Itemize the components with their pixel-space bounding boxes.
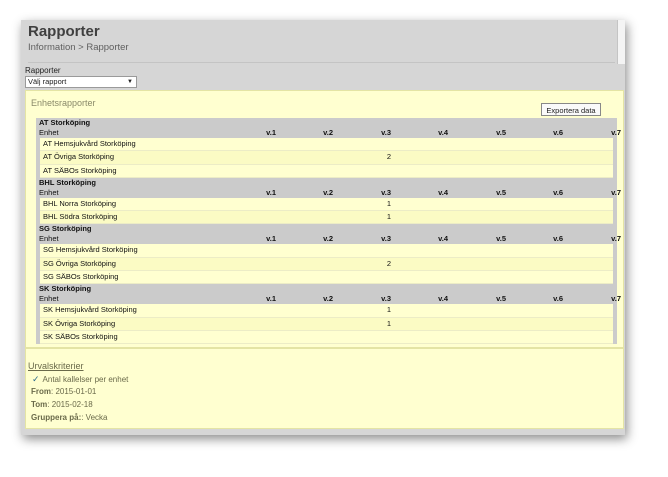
table-header-row	[36, 294, 621, 304]
unit-reports-panel	[25, 90, 624, 348]
group-by-label: Gruppera på:	[31, 413, 82, 422]
panel-title: Enhetsrapporter	[31, 98, 96, 108]
week-column-header: v.5	[496, 187, 506, 197]
week-column-header: v.4	[438, 234, 448, 244]
table-row	[40, 304, 613, 317]
divider	[28, 62, 615, 63]
unit-name: SG Övriga Storköping	[43, 258, 116, 268]
table-header-row	[36, 187, 621, 198]
week-column-header: v.6	[553, 128, 563, 137]
week-column-header: v.7	[611, 294, 621, 304]
report-select-label: Rapporter	[25, 66, 61, 75]
week-column-header: v.1	[266, 128, 276, 137]
week-column-header: v.7	[611, 187, 621, 197]
table-row	[40, 198, 613, 211]
week-column-header: v.1	[266, 187, 276, 197]
unit-name: BHL Södra Storköping	[43, 212, 118, 222]
table-row	[40, 271, 613, 284]
week-column-header: v.6	[553, 294, 563, 304]
week-column-header: v.2	[323, 234, 333, 244]
table-row	[40, 258, 613, 271]
week-column-header: v.3	[381, 294, 391, 304]
week-column-header: v.3	[381, 234, 391, 244]
week-value: 1	[386, 318, 391, 328]
unit-name: BHL Norra Storköping	[43, 198, 117, 208]
criteria-title[interactable]: Urvalskriterier	[28, 361, 84, 371]
checkmark-icon: ✓	[32, 374, 40, 384]
group-title: AT Storköping	[39, 118, 91, 127]
week-column-header: v.6	[553, 187, 563, 197]
week-column-header: v.4	[438, 128, 448, 137]
tom-value: : 2015-02-18	[47, 400, 93, 409]
week-column-header: v.2	[323, 128, 333, 137]
table-row	[40, 211, 613, 224]
week-column-header: v.4	[438, 187, 448, 197]
table-header-row	[36, 128, 621, 138]
export-data-button[interactable]: Exportera data	[541, 103, 601, 116]
week-column-header: v.7	[611, 128, 621, 137]
group-title: SK Storköping	[39, 284, 92, 294]
table-row	[40, 151, 613, 164]
table-row	[40, 318, 613, 331]
week-column-header: v.4	[438, 294, 448, 304]
week-column-header: v.5	[496, 294, 506, 304]
chevron-down-icon: ▼	[127, 79, 133, 85]
week-value: 1	[386, 212, 391, 222]
week-column-header: v.3	[381, 187, 391, 197]
criteria-from	[31, 387, 96, 396]
criteria-checked-item	[32, 374, 128, 385]
week-column-header: v.7	[611, 234, 621, 244]
report-select-value: Välj rapport	[28, 77, 67, 86]
criteria-tom	[31, 400, 93, 409]
unit-column-header: Enhet	[39, 234, 59, 244]
from-value: : 2015-01-01	[51, 387, 97, 396]
unit-name: SK Övriga Storköping	[43, 318, 116, 328]
unit-column-header: Enhet	[39, 294, 59, 304]
table-row	[40, 138, 613, 151]
table-row	[40, 244, 613, 257]
unit-name: SG Hemsjukvård Storköping	[43, 245, 138, 255]
table-row	[40, 165, 613, 178]
app-window	[21, 20, 625, 435]
unit-name: AT Övriga Storköping	[43, 152, 115, 162]
breadcrumb[interactable]: Information > Rapporter	[28, 42, 129, 53]
week-column-header: v.5	[496, 128, 506, 137]
criteria-checked-label: Antal kallelser per enhet	[42, 375, 129, 384]
table-header-row	[36, 234, 621, 244]
selection-criteria-panel	[25, 348, 624, 429]
week-column-header: v.2	[323, 187, 333, 197]
unit-name: SK Hemsjukvård Storköping	[43, 305, 137, 315]
report-select[interactable]	[25, 76, 137, 88]
table-row	[40, 331, 613, 344]
unit-name: SG SÄBOs Storköping	[43, 272, 119, 282]
unit-column-header: Enhet	[39, 187, 59, 197]
unit-name: SK SÄBOs Storköping	[43, 331, 118, 341]
week-value: 1	[386, 305, 391, 315]
group-title: SG Storköping	[39, 224, 92, 234]
report-table	[36, 118, 621, 344]
scrollbar[interactable]	[617, 20, 625, 64]
group-by-value: : Vecka	[81, 413, 108, 422]
week-column-header: v.5	[496, 234, 506, 244]
unit-column-header: Enhet	[39, 128, 59, 137]
week-value: 1	[386, 198, 391, 208]
unit-name: AT SÄBOs Storköping	[43, 165, 117, 175]
week-value: 2	[386, 152, 391, 162]
from-label: From	[31, 387, 51, 396]
week-value: 2	[386, 258, 391, 268]
group-title: BHL Storköping	[39, 177, 96, 187]
week-column-header: v.2	[323, 294, 333, 304]
week-column-header: v.6	[553, 234, 563, 244]
week-column-header: v.1	[266, 234, 276, 244]
week-column-header: v.3	[381, 128, 391, 137]
tom-label: Tom	[31, 400, 48, 409]
week-column-header: v.1	[266, 294, 276, 304]
criteria-group	[31, 413, 107, 422]
page-title: Rapporter	[28, 23, 100, 40]
unit-name: AT Hemsjukvård Storköping	[43, 139, 136, 148]
